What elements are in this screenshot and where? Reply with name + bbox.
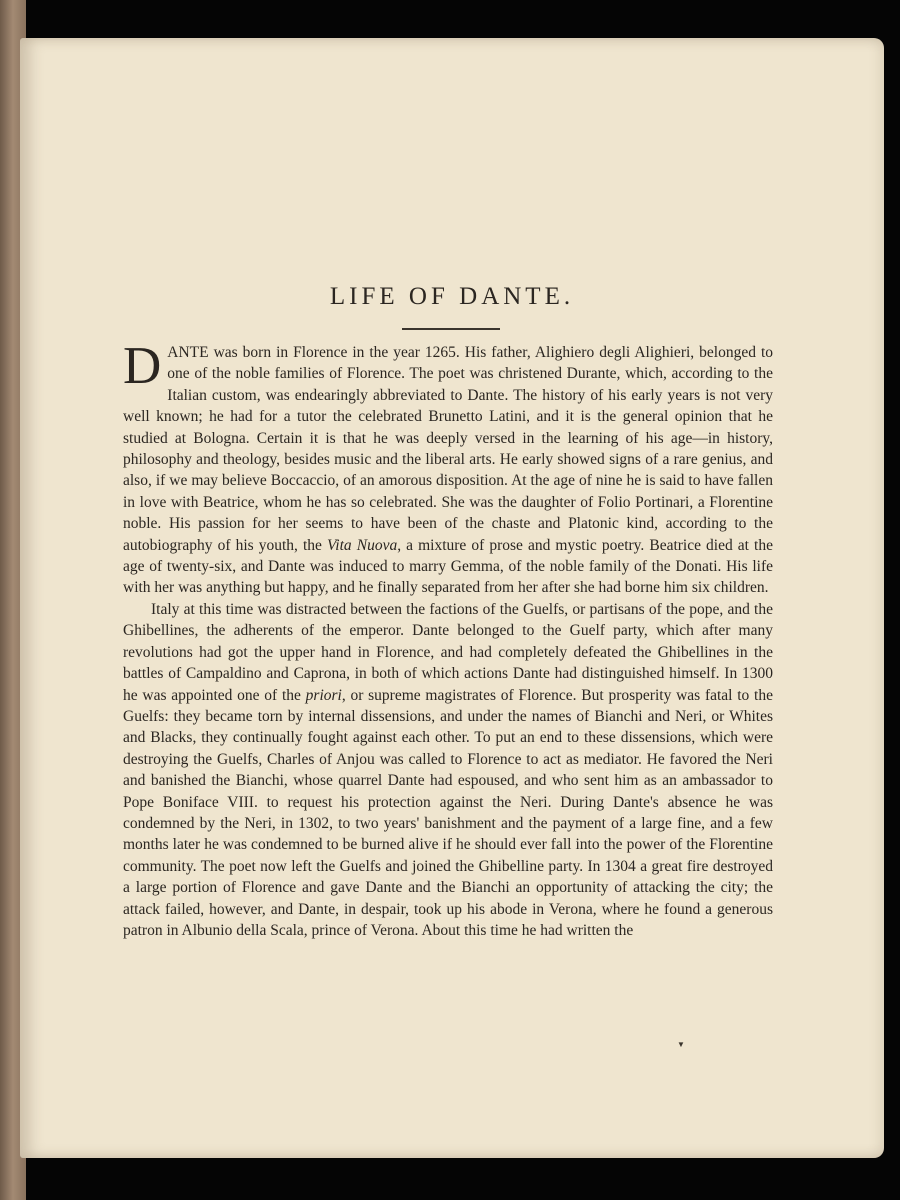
page-title: LIFE OF DANTE. (329, 283, 575, 310)
title-rule (402, 328, 500, 330)
priori-term: priori (305, 686, 342, 704)
paragraph-2-text-part-1: Italy at this time was distracted between the factions of the Guelfs, or partisans of the pope, and the Ghibellines, the adherents of the emperor. Dante belonged to the Guelf party, which after many revolutions had got the upper hand in Florence, and had completely defeated the Ghibellines in the battles of Campaldino and Caprona, in both of which actions Dante had distinguished himself. In 1300 he was appointed one of the (123, 600, 773, 704)
paragraph-2 (123, 599, 773, 942)
page-footer-mark: ▼ (677, 1040, 685, 1049)
vita-nuova-title: Vita Nuova (326, 536, 398, 554)
drop-cap: D (123, 337, 162, 395)
paragraph-1 (123, 337, 773, 599)
body-text (123, 337, 773, 941)
paragraph-1-text-part-2: , a mixture of prose and mystic poetry. Beatrice died at the age of twenty-six, and Dante was induced to marry Gemma, of the noble family of the Donati. His life with her was anything but happy, and he finally separated from her after she had borne him six children. (123, 536, 773, 597)
paragraph-2-text-part-2: , or supreme magistrates of Florence. But prosperity was fatal to the Guelfs: they became torn by internal dissensions, and under the names of Bianchi and Neri, or Whites and Blacks, they continually fought against each other. To put an end to these dissensions, which were destroying the Guelfs, Charles of Anjou was called to Florence to act as mediator. He favored the Neri and banished the Bianchi, whose quarrel Dante had espoused, and who sent him as an ambassador to Pope Boniface VIII. to request his protection against the Neri. During Dante's absence he was condemned by the Neri, in 1302, to two years' banishment and the payment of a large fine, and a few months later he was condemned to be burned alive if he should ever fall into the power of the Florentine community. The poet now left the Guelfs and joined the Ghibelline party. In 1304 a great fire destroyed a large portion of Florence and gave Dante and the Bianchi an opportunity of attacking the city; the attack failed, however, and Dante, in despair, took up his abode in Verona, where he found a generous patron in Albunio della Scala, prince of Verona. About this time he had written the (123, 686, 773, 939)
paragraph-1-text-part-1: ANTE was born in Florence in the year 1265. His father, Alighiero degli Alighieri, belonged to one of the noble families of Florence. The poet was christened Durante, which, according to the Italian custom, was endearingly abbreviated to Dante. The history of his early years is not very well known; he had for a tutor the celebrated Brunetto Latini, and it is the general opinion that he studied at Bologna. Certain it is that he was deeply versed in the learning of his age—in history, philosophy and theology, besides music and the liberal arts. He early showed signs of a rare genius, and also, if we may believe Boccaccio, of an amorous disposition. At the age of nine he is said to have fallen in love with Beatrice, whom he has so celebrated. She was the daughter of Folio Portinari, a Florentine noble. His passion for her seems to have been of the chaste and Platonic kind, according to the autobiography of his youth, the (123, 344, 773, 554)
book-page (20, 38, 884, 1158)
